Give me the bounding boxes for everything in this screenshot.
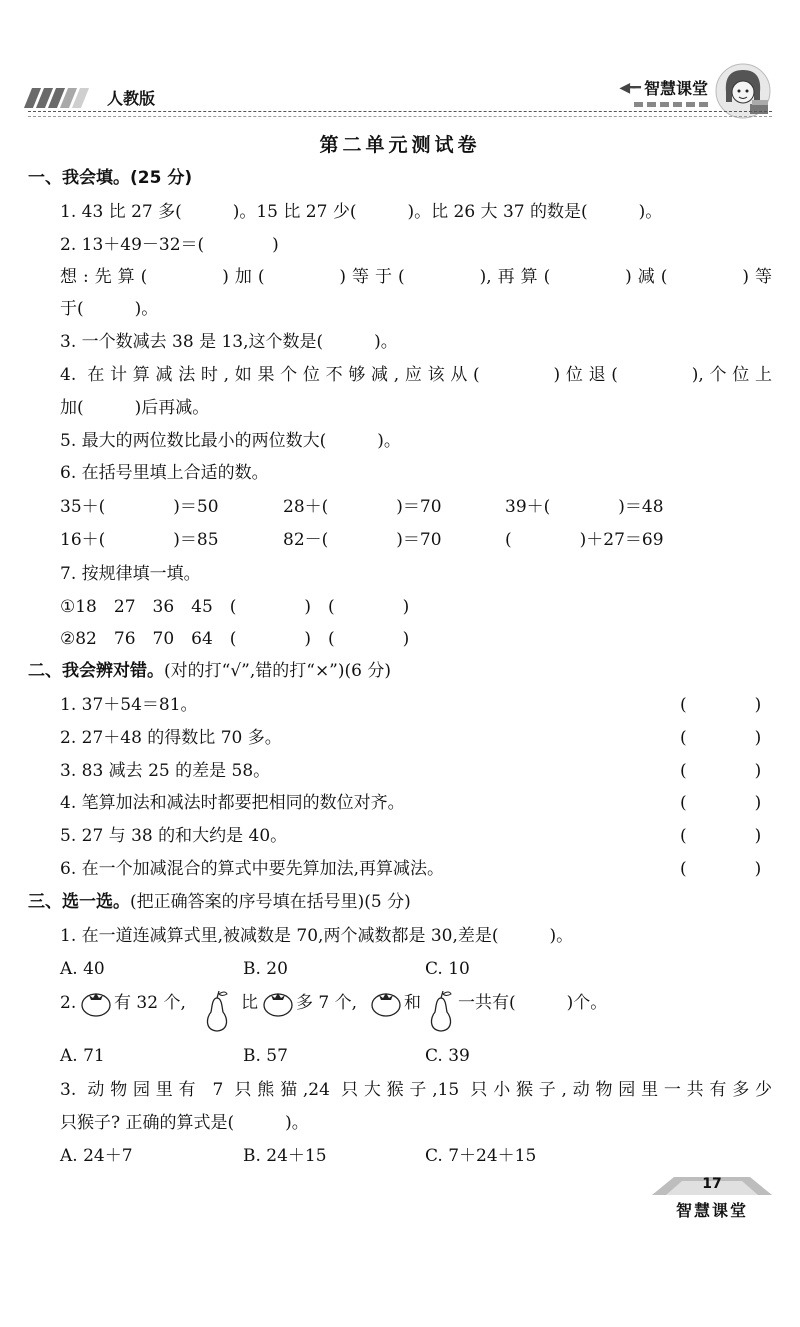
header-left [28, 86, 155, 109]
s1-question-1: 1. 43 比 27 多( )。15 比 27 少( )。比 26 大 37 的数是( )。 [60, 202, 663, 222]
s3-q2-number: 2. [60, 993, 77, 1013]
s1-q7-sequence-1: ①18 27 36 45 ( ) ( ) [60, 597, 410, 617]
tomato-icon [80, 988, 112, 1018]
s1-q6-blank: ( )＋27＝69 [505, 530, 664, 550]
edition-label: 人教版 [107, 89, 156, 108]
section-2-note: (对的打“√”,错的打“×”)(6 分) [164, 661, 391, 681]
s1-question-2-hint: 想:先算( )加( )等于( ),再算( )减( )等 [60, 267, 772, 287]
s3-q1-option-c: C. 10 [425, 959, 470, 979]
s3-q2-text: 比 [241, 993, 258, 1013]
s1-question-4: 4. 在计算减法时,如果个位不够减,应该从( )位退( ),个位上 [60, 365, 772, 385]
s2-answer-blank: ( ) [680, 695, 762, 715]
s2-answer-blank: ( ) [680, 793, 762, 813]
s1-question-5: 5. 最大的两位数比最小的两位数大( )。 [60, 431, 401, 451]
s2-item: 4. 笔算加法和减法时都要把相同的数位对齐。 [60, 793, 405, 813]
s1-question-4-cont: 加( )后再减。 [60, 398, 210, 418]
s1-question-2-hint-cont: 于( )。 [60, 299, 159, 319]
s2-answer-blank: ( ) [680, 826, 762, 846]
s3-q2-text: 和 [404, 993, 421, 1013]
section-1-heading: 一、我会填。(25 分) [28, 168, 193, 188]
s3-q1-option-a: A. 40 [60, 959, 105, 979]
s2-item: 5. 27 与 38 的和大约是 40。 [60, 826, 288, 846]
tomato-icon [370, 988, 402, 1018]
s2-answer-blank: ( ) [680, 761, 762, 781]
s1-q6-blank: 82－( )＝70 [283, 530, 442, 550]
s2-item: 6. 在一个加减混合的算式中要先算加法,再算减法。 [60, 859, 445, 879]
stripe-decoration [28, 88, 85, 108]
s3-q1-option-b: B. 20 [243, 959, 288, 979]
s3-q2-option-b: B. 57 [243, 1046, 288, 1066]
header-divider-secondary [28, 116, 772, 117]
s3-q3-option-b: B. 24＋15 [243, 1146, 327, 1166]
section-3-heading: 三、选一选。(把正确答案的序号填在括号里)(5 分) [28, 892, 411, 912]
s3-q2-option-a: A. 71 [60, 1046, 105, 1066]
s1-q6-blank: 35＋( )＝50 [60, 497, 219, 517]
s1-q6-blank: 39＋( )＝48 [505, 497, 664, 517]
s2-item: 1. 37＋54＝81。 [60, 695, 198, 715]
footer-brand: 智慧课堂 [675, 1201, 748, 1220]
s1-question-3: 3. 一个数减去 38 是 13,这个数是( )。 [60, 332, 398, 352]
s2-item: 2. 27＋48 的得数比 70 多。 [60, 728, 282, 748]
s1-q6-blank: 28＋( )＝70 [283, 497, 442, 517]
pear-icon [426, 988, 456, 1034]
s1-question-2: 2. 13＋49－32＝( ) [60, 235, 279, 255]
page-number: 17 [702, 1176, 722, 1192]
header-divider [28, 111, 772, 112]
tomato-icon [262, 988, 294, 1018]
s1-q6-blank: 16＋( )＝85 [60, 530, 219, 550]
s2-answer-blank: ( ) [680, 859, 762, 879]
s2-answer-blank: ( ) [680, 728, 762, 748]
s3-q3-option-c: C. 7＋24＋15 [425, 1146, 537, 1166]
brand-label: 智慧课堂 [643, 79, 708, 98]
s1-question-7: 7. 按规律填一填。 [60, 564, 201, 584]
s3-question-3-cont: 只猴子? 正确的算式是( )。 [60, 1113, 309, 1133]
s1-q7-sequence-2: ②82 76 70 64 ( ) ( ) [60, 629, 410, 649]
dots-decoration [634, 102, 708, 107]
section-3-note: (把正确答案的序号填在括号里)(5 分) [130, 892, 411, 912]
pear-icon [202, 988, 232, 1034]
footer [652, 1175, 772, 1221]
s3-q2-text: 有 32 个, [114, 993, 186, 1013]
s1-question-6: 6. 在括号里填上合适的数。 [60, 463, 269, 483]
s3-q2-text: 一共有( )个。 [458, 993, 608, 1013]
s2-item: 3. 83 减去 25 的差是 58。 [60, 761, 271, 781]
s3-question-3: 3. 动物园里有 7 只熊猫,24 只大猴子,15 只小猴子,动物园里一共有多少 [60, 1080, 772, 1100]
s3-q2-text: 多 7 个, [296, 993, 358, 1013]
s3-question-1: 1. 在一道连减算式里,被减数是 70,两个减数都是 30,差是( )。 [60, 926, 574, 946]
arrow-icon: ◀━━ [619, 79, 638, 96]
page-title: 第二单元测试卷 [319, 134, 481, 156]
s3-q3-option-a: A. 24＋7 [60, 1146, 133, 1166]
section-2-heading: 二、我会辨对错。(对的打“√”,错的打“×”)(6 分) [28, 661, 391, 681]
s3-q2-option-c: C. 39 [425, 1046, 470, 1066]
